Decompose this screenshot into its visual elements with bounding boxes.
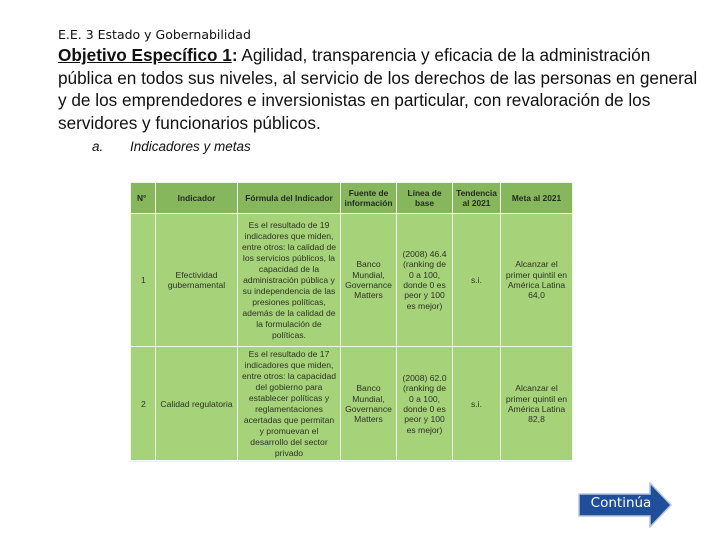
objective-text: Agilidad, transparencia y eficacia de la administración pública en todos sus niveles, al servicio de los derechos de las personas en general y de los emprendedores e inversionistas en particular, con revaloración de los servidores y funcionarios públicos. xyxy=(58,45,698,133)
objective-paragraph xyxy=(58,44,708,134)
cell-source: Banco Mundial, Governance Matters xyxy=(341,347,397,462)
cell-num: 1 xyxy=(131,214,156,347)
indicators-table-image xyxy=(130,182,572,460)
cell-baseline: (2008) 46.4 (ranking de 0 a 100, donde 0 es peor y 100 es mejor) xyxy=(397,214,453,347)
cell-indicator: Efectividad gubernamental xyxy=(156,214,238,347)
continue-button-label: Continúa xyxy=(590,495,652,511)
cell-trend: s.i. xyxy=(453,347,501,462)
indicators-heading xyxy=(92,139,251,154)
cell-formula: Es el resultado de 19 indicadores que miden, entre otros: la calidad de los servicios públicos, la capacidad de la administración pública y su independencia de las presiones políticas, además de la calidad de la formulación de políticas. xyxy=(238,214,341,347)
cell-formula: Es el resultado de 17 indicadores que miden, entre otros: la capacidad del gobierno para establecer políticas y reglamentaciones acertadas que permitan y promuevan el desarrollo del sector privado xyxy=(238,347,341,462)
cell-source: Banco Mundial, Governance Matters xyxy=(341,214,397,347)
header-goal: Meta al 2021 xyxy=(501,183,573,214)
indicators-letter: a. xyxy=(92,139,104,154)
header-formula: Fórmula del Indicador xyxy=(238,183,341,214)
header-trend: Tendencia al 2021 xyxy=(453,183,501,214)
table-row xyxy=(131,347,573,462)
continue-button[interactable] xyxy=(578,482,672,528)
header-num: N° xyxy=(131,183,156,214)
cell-indicator: Calidad regulatoria xyxy=(156,347,238,462)
cell-goal: Alcanzar el primer quintil en América Latina 64,0 xyxy=(501,214,573,347)
cell-baseline: (2008) 62.0 (ranking de 0 a 100, donde 0 es peor y 100 es mejor) xyxy=(397,347,453,462)
header-source: Fuente de información xyxy=(341,183,397,214)
objective-label: Objetivo Específico 1 xyxy=(58,45,232,65)
cell-goal: Alcanzar el primer quintil en América Latina 82,8 xyxy=(501,347,573,462)
objective-separator: : xyxy=(231,45,238,65)
section-title: E.E. 3 Estado y Gobernabilidad xyxy=(58,27,251,42)
table-row xyxy=(131,214,573,347)
header-baseline: Línea de base xyxy=(397,183,453,214)
table-header-row xyxy=(131,183,573,214)
cell-trend: s.i. xyxy=(453,214,501,347)
indicators-title: Indicadores y metas xyxy=(130,139,251,154)
indicators-table xyxy=(130,182,573,462)
cell-num: 2 xyxy=(131,347,156,462)
header-indicator: Indicador xyxy=(156,183,238,214)
